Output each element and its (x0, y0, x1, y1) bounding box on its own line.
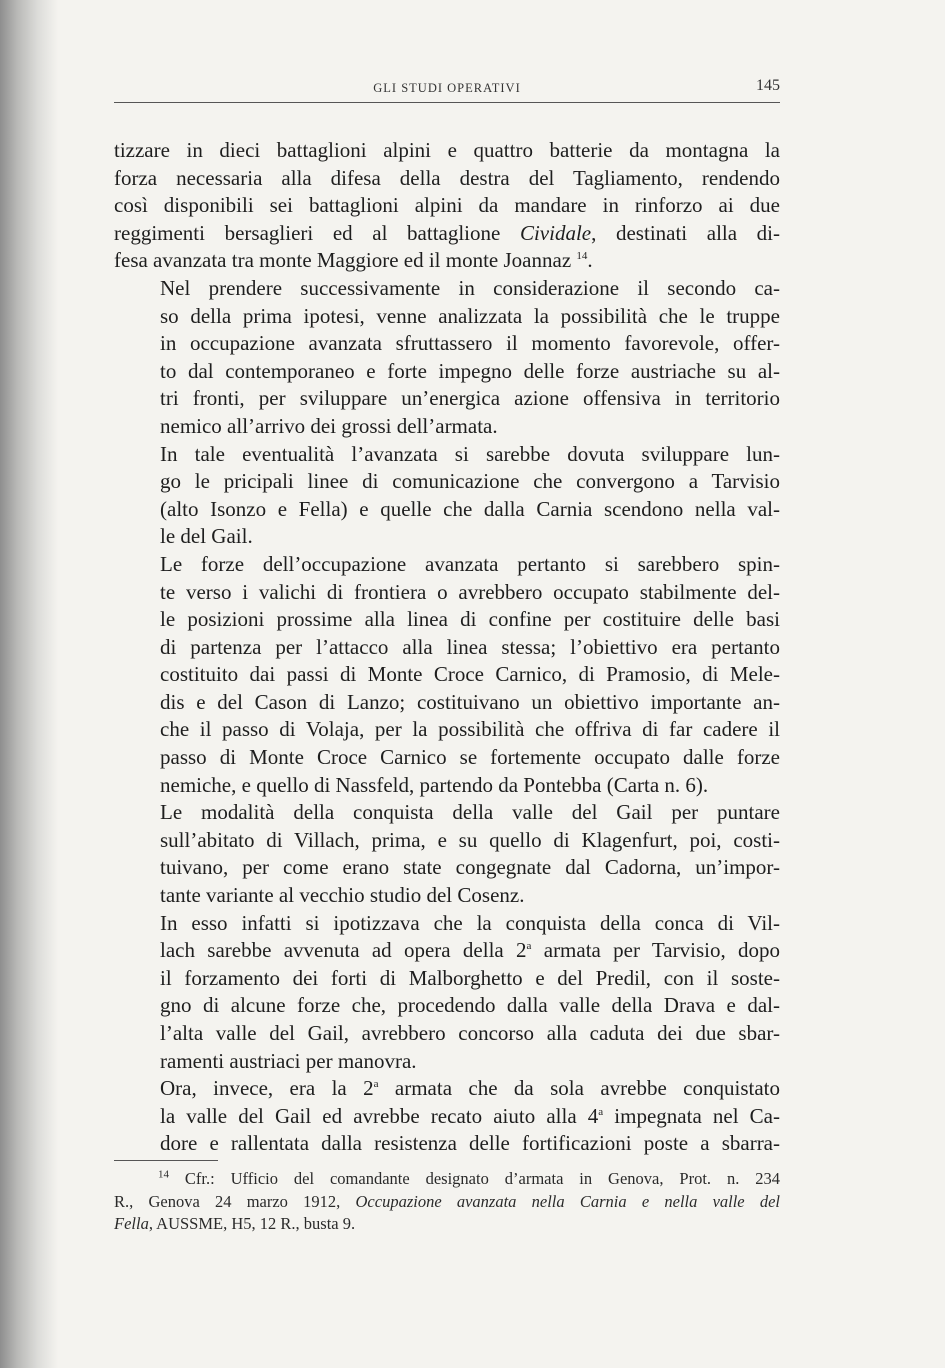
text-segment: armata che da sola avrebbe conquistato (378, 1076, 780, 1101)
text-segment: reggimenti bersaglieri ed al battaglione (114, 220, 501, 245)
text-segment: impegnata nel Ca- (603, 1103, 780, 1128)
body-text (114, 137, 780, 1158)
running-header (114, 72, 780, 103)
footnote-number: 14 (158, 1168, 169, 1181)
paragraph-5 (114, 799, 780, 909)
paragraph-7 (114, 1075, 780, 1158)
text-segment: , AUSSME, H5, 12 R., busta 9. (148, 1214, 356, 1233)
text-line: le del Gail. (160, 524, 253, 549)
text-line: sull’abitato di Villach, prima, e su quello di Klagenfurt, poi, costi- (160, 827, 780, 852)
text-line: il forzamento dei forti di Malborghetto e del Predil, con il soste- (160, 965, 780, 990)
text-segment: Ora, invece, era la 2 (160, 1076, 374, 1101)
paragraph-6 (114, 910, 780, 1076)
text-line: nemiche, e quello di Nassfeld, partendo da Pontebba (Carta n. 6). (160, 772, 709, 797)
text-line: in occupazione avanzata sfruttassero il momento favorevole, offer- (160, 331, 780, 356)
text-line: gno di alcune forze che, procedendo dalla valle della Drava e dal- (160, 993, 780, 1018)
text-line: Nel prendere successivamente in considerazione il secondo ca- (160, 275, 780, 300)
text-line: to dal contemporaneo e forte impegno delle forze austriache su al- (160, 358, 780, 383)
text-line: tante variante al vecchio studio del Cosenz. (160, 883, 525, 908)
text-line: (alto Isonzo e Fella) e quelle che dalla Carnia scendono nella val- (160, 496, 780, 521)
paragraph-2 (114, 275, 780, 441)
text-line (114, 247, 780, 275)
footnote-line (114, 1213, 780, 1236)
text-line: dore e rallentata dalla resistenza delle fortificazioni poste a sbarra- (160, 1131, 780, 1156)
text-segment: la valle del Gail ed avrebbe recato aiuto alla 4 (160, 1103, 599, 1128)
text-line: te verso i valichi di frontiera o avrebbero occupato stabilmente del- (160, 579, 780, 604)
text-line (114, 1103, 780, 1131)
footnote-line (114, 1168, 780, 1191)
ordinal-superscript: a (373, 1078, 379, 1091)
paragraph-1 (114, 137, 780, 275)
text-line: tuivano, per come erano state congegnate dal Cadorna, un’impor- (160, 855, 780, 880)
text-segment: armata per Tarvisio, dopo (531, 938, 781, 963)
text-line: che il passo di Volaja, per la possibilità che offriva di far cadere il (160, 717, 780, 742)
italic-name: Cividale (519, 220, 592, 245)
text-segment: R., Genova 24 marzo 1912, (114, 1191, 341, 1211)
text-line: di partenza per l’attacco alla linea stessa; l’obiettivo era pertanto (160, 634, 780, 659)
italic-title: Fella (114, 1214, 149, 1233)
text-segment: , destinati alla di- (591, 220, 781, 245)
text-line: passo di Monte Croce Carnico se fortemente occupato dalle forze (160, 745, 780, 770)
paragraph-3 (114, 441, 780, 551)
footnote (114, 1168, 780, 1236)
italic-title: Occupazione avanzata nella Carnia e nella valle del (355, 1191, 781, 1211)
text-line: Le forze dell’occupazione avanzata pertanto si sarebbero spin- (160, 551, 780, 576)
page-number: 145 (756, 77, 780, 94)
page-gutter-shadow (0, 0, 58, 1368)
paragraph-4 (114, 551, 780, 799)
footnote-line (114, 1191, 780, 1214)
text-segment: . (587, 248, 593, 273)
text-line: ramenti austriaci per manovra. (160, 1048, 417, 1073)
ordinal-superscript: a (598, 1105, 604, 1118)
text-line: forza necessaria alla difesa della destra del Tagliamento, rendendo (114, 165, 780, 190)
text-segment: fesa avanzata tra monte Maggiore ed il monte Joannaz (114, 248, 572, 273)
text-line: dis e del Cason di Lanzo; costituivano un obiettivo importante an- (160, 689, 780, 714)
text-line: tri fronti, per sviluppare un’energica azione offensiva in territorio (160, 386, 780, 411)
text-line: l’alta valle del Gail, avrebbero concorso alla caduta dei due sbar- (160, 1021, 780, 1045)
text-segment: lach sarebbe avvenuta ad opera della 2 (160, 938, 527, 963)
text-line (114, 1075, 780, 1103)
text-line: le posizioni prossime alla linea di confine per costituire delle basi (160, 607, 780, 632)
footnote-reference[interactable]: 14 (576, 250, 588, 263)
text-line (114, 220, 780, 248)
text-line: go le pricipali linee di comunicazione che convergono a Tarvisio (160, 469, 780, 494)
text-line (114, 937, 780, 965)
text-line: In tale eventualità l’avanzata si sarebbe dovuta sviluppare lun- (160, 441, 780, 466)
text-line: so della prima ipotesi, venne analizzata la possibilità che le truppe (160, 303, 780, 328)
text-line: In esso infatti si ipotizzava che la conquista della conca di Vil- (160, 910, 780, 935)
footnote-rule (114, 1160, 218, 1161)
book-page (114, 72, 780, 1158)
text-line: nemico all’arrivo dei grossi dell’armata. (160, 413, 498, 438)
text-line: tizzare in dieci battaglioni alpini e quattro batterie da montagna la (114, 138, 780, 162)
text-segment: Cfr.: Ufficio del comandante designato d’armata in Genova, Prot. n. 234 (184, 1169, 781, 1188)
text-line: Le modalità della conquista della valle del Gail per puntare (160, 800, 780, 825)
running-title: GLI STUDI OPERATIVI (373, 81, 521, 95)
ordinal-superscript: a (526, 940, 532, 953)
text-line: così disponibili sei battaglioni alpini da mandare in rinforzo ai due (114, 193, 780, 218)
text-line: costituito dai passi di Monte Croce Carnico, di Pramosio, di Mele- (160, 662, 780, 687)
